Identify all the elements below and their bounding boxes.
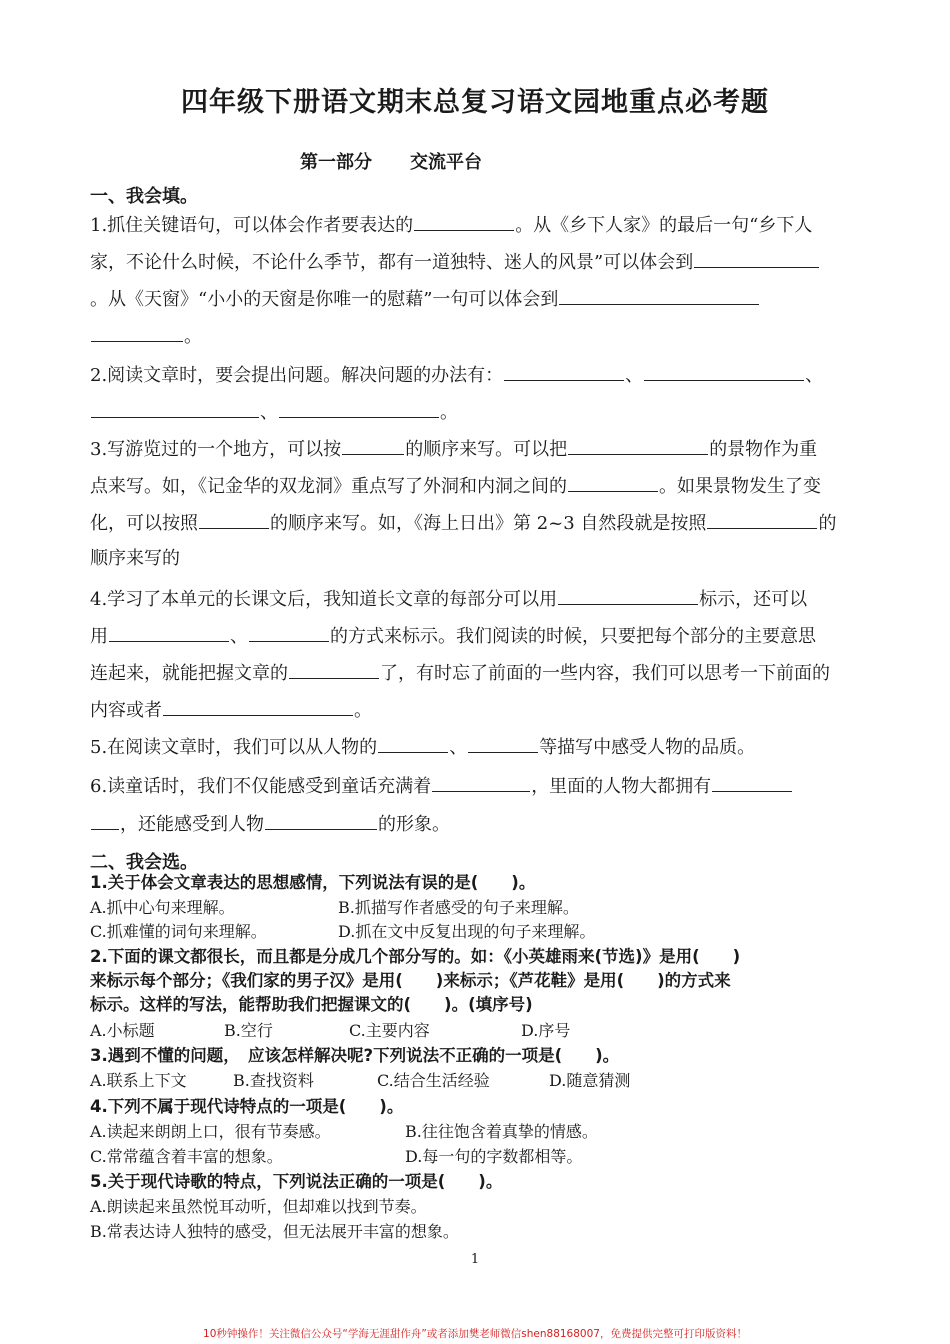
choose-q4-options-row2	[90, 1146, 582, 1168]
fill-q4-line2: 用 、 的方式来标示。我们阅读的时候，只要把每个部分的主要意思	[90, 623, 860, 649]
fill-q3-line4: 顺序来写的	[90, 548, 180, 569]
fill-heading: 一、我会填。	[90, 186, 198, 207]
answer-blank[interactable]	[559, 286, 759, 305]
page-number: 1	[470, 1252, 480, 1267]
answer-blank[interactable]	[432, 773, 530, 792]
choose-q2-line1: 2.下面的课文都很长，而且都是分成几个部分写的。如：《小英雄雨来(节选)》是用( )	[90, 947, 741, 966]
fill-q4-line4: 内容或者 。	[90, 697, 860, 723]
answer-blank[interactable]	[558, 586, 698, 605]
choose-q2-options	[90, 1020, 570, 1042]
section-title	[300, 148, 482, 174]
fill-q2-line2: 、 。	[90, 399, 860, 425]
answer-blank[interactable]	[694, 249, 819, 268]
choose-q3: 3.遇到不懂的问题， 应该怎样解决呢?下列说法不正确的一项是( )。	[90, 1046, 620, 1065]
choose-q1-options-row2	[90, 921, 595, 943]
choose-q2-line3: 标示。这样的写法，能帮助我们把握课文的( )。(填序号)	[90, 995, 533, 1014]
page-title: 四年级下册语文期末总复习语文园地重点必考题	[181, 87, 769, 118]
answer-blank[interactable]	[163, 697, 353, 716]
answer-blank[interactable]	[249, 623, 329, 642]
option-b[interactable]: B.抓描写作者感受的句子来理解。	[338, 898, 579, 917]
choose-q5-option-b[interactable]: B.常表达诗人独特的感受，但无法展开丰富的想象。	[90, 1222, 459, 1241]
answer-blank[interactable]	[91, 811, 119, 830]
fill-q1-line4: 。	[90, 323, 860, 349]
option-a[interactable]: A.读起来朗朗上口，很有节奏感。	[90, 1122, 331, 1141]
answer-blank[interactable]	[707, 510, 817, 529]
fill-q5: 5.在阅读文章时，我们可以从人物的 、 等描写中感受人物的品质。	[90, 734, 860, 760]
choose-q3-options	[90, 1070, 630, 1092]
option-c[interactable]: C.抓难懂的词句来理解。	[90, 922, 267, 941]
fill-q1-line3: 。从《天窗》“小小的天窗是你唯一的慰藉”一句可以体会到	[90, 286, 860, 312]
answer-blank[interactable]	[504, 362, 624, 381]
fill-q1-line2: 家，不论什么时候，不论什么季节，都有一道独特、迷人的风景”可以体会到	[90, 249, 860, 275]
answer-blank[interactable]	[91, 323, 183, 342]
choose-q2-line2: 来标示每个部分；《我们家的男子汉》是用( )来标示；《芦花鞋》是用( )的方式来	[90, 971, 731, 990]
choose-heading: 二、我会选。	[90, 852, 198, 873]
option-d[interactable]: D.抓在文中反复出现的句子来理解。	[338, 922, 596, 941]
fill-q3-line3: 化，可以按照 的顺序来写。如，《海上日出》第 2~3 自然段就是按照 的	[90, 510, 860, 536]
section-part: 第一部分	[300, 152, 372, 173]
option-d[interactable]: D.随意猜测	[549, 1071, 631, 1090]
fill-q6-line2: ，还能感受到人物 的形象。	[90, 811, 860, 837]
option-a[interactable]: A.小标题	[90, 1021, 155, 1040]
answer-blank[interactable]	[568, 473, 658, 492]
section-name: 交流平台	[410, 152, 482, 173]
answer-blank[interactable]	[279, 399, 439, 418]
choose-q5: 5.关于现代诗歌的特点，下列说法正确的一项是( )。	[90, 1172, 503, 1191]
option-a[interactable]: A.抓中心句来理解。	[90, 898, 235, 917]
choose-q4: 4.下列不属于现代诗特点的一项是( )。	[90, 1097, 404, 1116]
answer-blank[interactable]	[265, 811, 377, 830]
fill-q2-line1: 2.阅读文章时，要会提出问题。解决问题的办法有： 、 、	[90, 362, 860, 388]
option-c[interactable]: C.结合生活经验	[377, 1071, 490, 1090]
answer-blank[interactable]	[378, 734, 448, 753]
fill-q4-line1: 4.学习了本单元的长课文后，我知道长文章的每部分可以用 标示，还可以	[90, 586, 860, 612]
choose-q4-options-row1	[90, 1121, 598, 1143]
option-d[interactable]: D.每一句的字数都相等。	[405, 1147, 583, 1166]
answer-blank[interactable]	[289, 660, 379, 679]
option-b[interactable]: B.往往饱含着真挚的情感。	[405, 1122, 598, 1141]
fill-q6-line1: 6.读童话时，我们不仅能感受到童话充满着 ，里面的人物大都拥有	[90, 773, 860, 799]
answer-blank[interactable]	[468, 734, 538, 753]
fill-q1-line1: 1.抓住关键语句，可以体会作者要表达的 。从《乡下人家》的最后一句“乡下人	[90, 212, 860, 238]
answer-blank[interactable]	[644, 362, 804, 381]
option-c[interactable]: C.常常蕴含着丰富的想象。	[90, 1147, 283, 1166]
answer-blank[interactable]	[712, 773, 792, 792]
choose-q5-option-a[interactable]: A.朗读起来虽然悦耳动听，但却难以找到节奏。	[90, 1197, 427, 1216]
answer-blank[interactable]	[109, 623, 229, 642]
option-b[interactable]: B.空行	[224, 1021, 273, 1040]
choose-q1: 1.关于体会文章表达的思想感情，下列说法有误的是( )。	[90, 873, 536, 892]
option-d[interactable]: D.序号	[521, 1021, 571, 1040]
option-b[interactable]: B.查找资料	[233, 1071, 314, 1090]
footer-note: 10秒钟操作！关注微信公众号“学海无涯甜作舟”或者添加樊老师微信shen88168007，免费提供完整可打印版资料！	[203, 1328, 747, 1340]
answer-blank[interactable]	[91, 399, 259, 418]
fill-q4-line3: 连起来，就能把握文章的 了，有时忘了前面的一些内容，我们可以思考一下前面的	[90, 660, 860, 686]
fill-q3-line1: 3.写游览过的一个地方，可以按 的顺序来写。可以把 的景物作为重	[90, 436, 860, 462]
choose-q1-options-row1	[90, 897, 579, 919]
answer-blank[interactable]	[568, 436, 708, 455]
answer-blank[interactable]	[414, 212, 514, 231]
answer-blank[interactable]	[342, 436, 404, 455]
option-a[interactable]: A.联系上下文	[90, 1071, 187, 1090]
fill-q3-line2: 点来写。如，《记金华的双龙洞》重点写了外洞和内洞之间的 。如果景物发生了变	[90, 473, 860, 499]
answer-blank[interactable]	[199, 510, 269, 529]
option-c[interactable]: C.主要内容	[349, 1021, 430, 1040]
